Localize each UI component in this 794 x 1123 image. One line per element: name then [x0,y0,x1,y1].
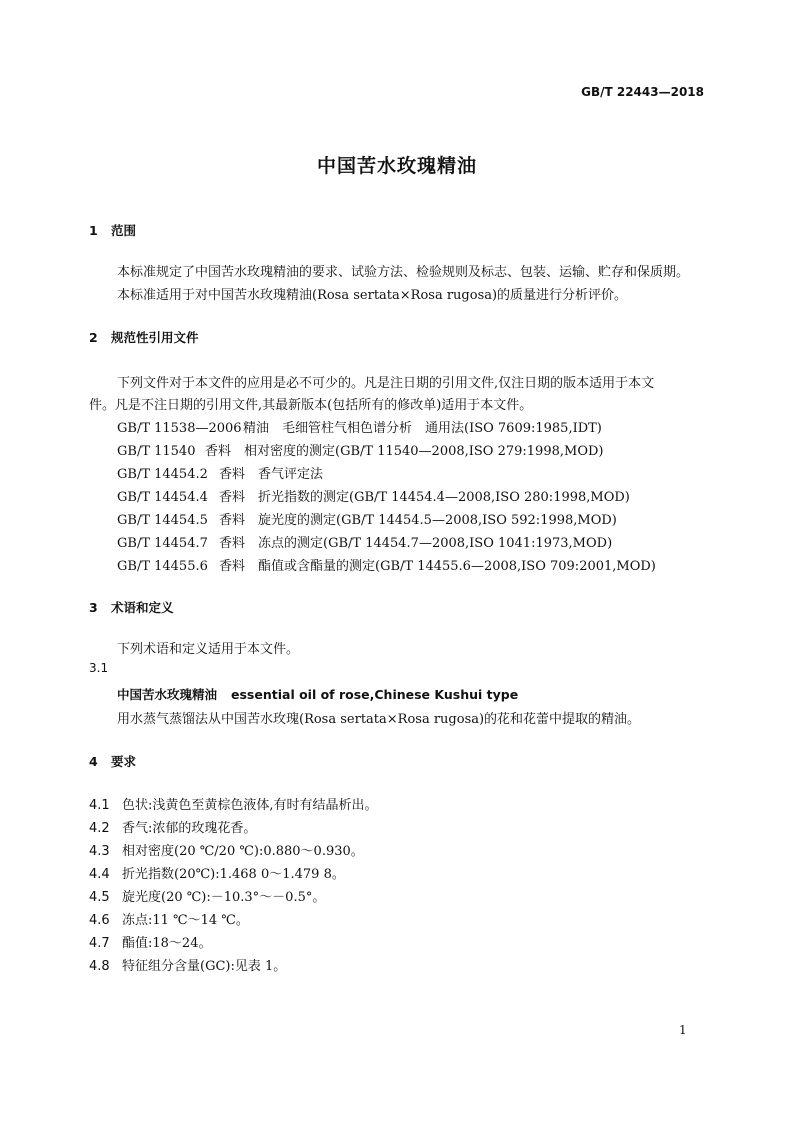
paragraph: 本标准规定了中国苦水玫瑰精油的要求、试验方法、检验规则及标志、包装、运输、贮存和保质期。 [117,265,690,280]
item-text: 冻点:11 ℃～14 ℃。 [122,913,249,928]
section-title: 范围 [111,223,137,238]
term-entry [117,685,518,703]
item-text: 酯值:18～24。 [122,936,212,951]
item-text: 旋光度(20 ℃):－10.3°～－0.5°。 [122,890,326,905]
reference-item [117,555,656,574]
term-english: essential oil of rose,Chinese Kushui type [231,687,519,702]
document-title: 中国苦水玫瑰精油 [316,155,477,177]
reference-text: 香料 冻点的测定(GB/T 14454.7—2008,ISO 1041:1973,MOD) [219,536,613,551]
item-text: 特征组分含量(GC):见表 1。 [122,959,287,974]
reference-text: 香料 旋光度的测定(GB/T 14454.5—2008,ISO 592:1998,MOD) [219,513,617,528]
reference-text: 香料 香气评定法 [219,467,324,482]
reference-code: GB/T 14454.4 [117,490,208,505]
paragraph: 下列文件对于本文件的应用是必不可少的。凡是注日期的引用文件,仅注日期的版本适用于本文 [117,376,655,391]
reference-item [117,417,602,436]
paragraph: 本标准适用于对中国苦水玫瑰精油(Rosa sertata×Rosa rugosa)的质量进行分析评价。 [117,288,628,303]
item-number: 4.1 [89,798,110,813]
page-number: 1 [679,1023,687,1037]
requirement-item [89,886,325,905]
section-title: 术语和定义 [111,600,174,615]
section-title: 规范性引用文件 [111,330,199,345]
reference-code: GB/T 14454.7 [117,536,208,551]
section-number: 2 [89,330,98,345]
item-text: 折光指数(20℃):1.468 0～1.479 8。 [122,867,345,882]
item-number: 4.3 [89,844,110,859]
reference-item [117,463,323,482]
term-chinese: 中国苦水玫瑰精油 [117,687,218,702]
reference-item [117,440,603,459]
reference-code: GB/T 14454.2 [117,467,208,482]
requirement-item [89,840,364,859]
item-number: 4.4 [89,867,110,882]
item-number: 4.8 [89,959,110,974]
requirement-item [89,909,249,928]
requirement-item [89,817,256,836]
section-number: 4 [89,754,98,769]
clause-number: 3.1 [89,661,109,675]
section-number: 3 [89,600,98,615]
requirement-item [89,863,345,882]
reference-text: 香料 折光指数的测定(GB/T 14454.4—2008,ISO 280:1998,MOD) [219,490,630,505]
section-number: 1 [89,223,98,238]
reference-item [117,532,612,551]
reference-code: GB/T 11538—2006 [117,421,242,436]
reference-code: GB/T 14454.5 [117,513,208,528]
section-3-heading [89,598,174,616]
item-number: 4.6 [89,913,110,928]
item-text: 相对密度(20 ℃/20 ℃):0.880～0.930。 [122,844,364,859]
requirement-item [89,955,286,974]
paragraph: 件。凡是不注日期的引用文件,其最新版本(包括所有的修改单)适用于本文件。 [89,398,533,413]
term-definition: 用水蒸气蒸馏法从中国苦水玫瑰(Rosa sertata×Rosa rugosa)的花和花蕾中提取的精油。 [117,712,641,727]
standard-number: GB/T 22443—2018 [581,85,704,99]
section-2-heading [89,328,199,346]
reference-text: 精油 毛细管柱气相色谱分析 通用法(ISO 7609:1985,IDT) [243,421,602,436]
reference-item [117,486,630,505]
reference-code: GB/T 11540 [117,444,196,459]
item-text: 色状:浅黄色至黄棕色液体,有时有结晶析出。 [122,798,378,813]
reference-code: GB/T 14455.6 [117,559,208,574]
item-number: 4.7 [89,936,110,951]
reference-item [117,509,617,528]
item-text: 香气:浓郁的玫瑰花香。 [122,821,257,836]
requirement-item [89,932,211,951]
requirement-item [89,794,378,813]
section-title: 要求 [111,754,137,769]
item-number: 4.5 [89,890,110,905]
paragraph: 下列术语和定义适用于本文件。 [117,642,300,657]
section-4-heading [89,752,136,770]
reference-text: 香料 相对密度的测定(GB/T 11540—2008,ISO 279:1998,MOD) [205,444,604,459]
section-1-heading [89,221,136,239]
item-number: 4.2 [89,821,110,836]
reference-text: 香料 酯值或含酯量的测定(GB/T 14455.6—2008,ISO 709:2001,MOD) [219,559,656,574]
